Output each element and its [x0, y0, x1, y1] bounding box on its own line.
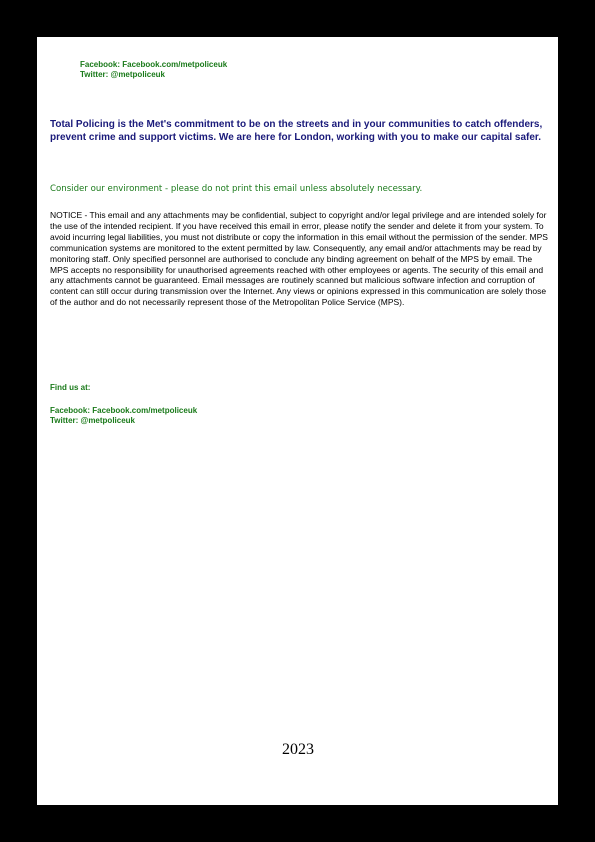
- year-label: 2023: [282, 741, 314, 758]
- facebook-link[interactable]: Facebook: Facebook.com/metpoliceuk: [80, 60, 228, 69]
- document-page: [37, 37, 558, 805]
- total-policing-tagline: Total Policing is the Met's commitment to be on the streets and in your communities to catch offenders, prevent crime and support victims. We are here for London, working with you to make our capital safer.: [50, 119, 543, 143]
- environment-notice: Consider our environment - please do not print this email unless absolutely necessary.: [50, 184, 423, 194]
- facebook-link[interactable]: Facebook: Facebook.com/metpoliceuk: [50, 406, 198, 415]
- find-us-heading: Find us at:: [50, 383, 91, 392]
- twitter-link[interactable]: Twitter: @metpoliceuk: [80, 69, 165, 79]
- header-social-links: [80, 60, 227, 79]
- legal-notice: NOTICE - This email and any attachments may be confidential, subject to copyright and/or legal privilege and are intended solely for the use of the intended recipient. If you have received this email in error, please notify the sender and delete it from your system. To avoid incurring legal liabilities, you must not distribute or copy the information in this email without the permission of the sender. MPS communication systems are monitored to the extent permitted by law. Consequently, any email and/or attachments may be read by monitoring staff. Only specified personnel are authorised to conclude any binding agreement on behalf of the MPS by email. The MPS accepts no responsibility for unauthorised agreements reached with other employees or agents. The security of this email and any attachments cannot be guaranteed. Email messages are routinely scanned but malicious software infection and corruption of content can still occur during transmission over the Internet. Any views or opinions expressed in this communication are solely those of the author and do not necessarily represent those of the Metropolitan Police Service (MPS).: [50, 210, 548, 308]
- footer-social-links: [50, 406, 197, 425]
- twitter-link[interactable]: Twitter: @metpoliceuk: [50, 415, 135, 425]
